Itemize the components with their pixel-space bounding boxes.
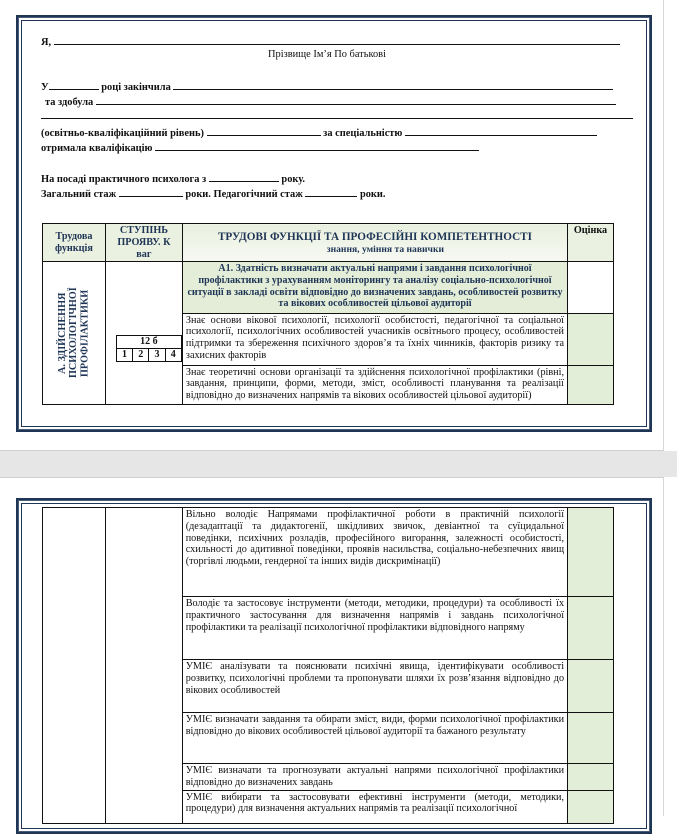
name-caption: Прізвище Ім’я По батькові	[268, 49, 386, 60]
weight-cell	[105, 262, 182, 405]
institution-blank[interactable]	[173, 79, 613, 90]
competence-item-6: УМІЄ визначати завдання та обирати зміст, види, форми психологічної профілактики відповідно до вікових особливостей цільової аудиторії та бажаного результату	[182, 713, 567, 764]
experience-suffix: роки.	[357, 189, 386, 200]
header-subtitle: знання, уміння та навички	[326, 243, 445, 255]
total-experience-label: Загальний стаж	[41, 189, 119, 200]
qualification-line	[41, 140, 479, 154]
position-line	[41, 171, 305, 185]
function-label: А. ЗДІЙСНЕННЯ ПСИХОЛОГІЧНОЇ ПРОФІЛАКТИКИ	[57, 288, 91, 379]
page-border-frame	[16, 15, 652, 432]
experience-line	[41, 186, 386, 200]
weight-cell	[105, 508, 182, 824]
competence-item-3: Вільно володіє Напрямами профілактичної роботи в практичній психології (дезадаптації та дидактогенії, шкідливих звичок, девіантної та суїцидальної поведінки, психічних розладів, професійного вигорання, залежності особистості, схильності до адитивної поведінки, проявів насильства, соціально-небезпечних явищ (торгівлі людьми, гендерної та інших видів дискримінації)	[182, 508, 567, 597]
level-line	[41, 125, 597, 139]
grade-cell[interactable]	[568, 764, 614, 791]
competence-table	[42, 223, 614, 405]
graduated-label: році закінчила	[98, 82, 174, 93]
competence-item-5: УМІЄ аналізувати та пояснювати психічні явища, ідентифікувати особливості розвитку, психологічні проблеми та пропонувати шляхи їх розв’язання відповідно до вікових особливостей	[182, 660, 567, 713]
qualification-blank[interactable]	[155, 140, 479, 151]
table-row	[43, 508, 614, 597]
grade-cell[interactable]	[568, 313, 614, 365]
position-suffix: року.	[278, 174, 305, 185]
position-year-blank[interactable]	[209, 171, 279, 182]
document-page-2	[0, 477, 664, 816]
specialty-label: за спеціальністю	[320, 128, 405, 139]
grade-cell[interactable]	[568, 508, 614, 597]
competence-item-2: Знає теоретичні основи організації та здійснення психологічної профілактики (рівні, завдання, принципи, форми, методи, зміст, особливості планування та реалізації відповідно до визначених напрямів та вікових особливостей цільової аудиторії)	[182, 365, 567, 405]
obtained-blank[interactable]	[96, 94, 616, 105]
weight-level-2[interactable]: 2	[133, 348, 149, 361]
year-line	[41, 79, 613, 93]
table-header-row	[43, 224, 614, 262]
function-cell	[43, 262, 106, 405]
name-blank[interactable]	[54, 34, 620, 45]
header-title: ТРУДОВІ ФУНКЦІЇ ТА ПРОФЕСІЙНІ КОМПЕТЕНТНОСТІ	[217, 230, 532, 243]
level-label: (освітньо-кваліфікаційний рівень)	[41, 128, 207, 139]
extra-blank[interactable]	[41, 108, 633, 119]
grade-cell[interactable]	[568, 790, 614, 823]
year-blank[interactable]	[49, 79, 99, 90]
page-separator	[0, 451, 677, 477]
name-label: Я,	[41, 37, 52, 48]
obtained-line	[45, 94, 616, 108]
extra-line	[41, 108, 633, 122]
weight-level-1[interactable]: 1	[116, 348, 132, 361]
position-label: На посаді практичного психолога з	[41, 174, 209, 185]
grade-cell-title	[568, 262, 614, 313]
name-line	[41, 34, 620, 48]
header-title-cell	[182, 224, 567, 262]
weight-level-3[interactable]: 3	[149, 348, 165, 361]
competence-item-7: УМІЄ визначати та прогнозувати актуальні напрями психологічної профілактики відповідно до визначених завдань	[182, 764, 567, 791]
year-label: У	[41, 82, 49, 93]
competence-title-row	[43, 262, 614, 313]
weight-level-4[interactable]: 4	[165, 348, 181, 361]
page-border-frame	[16, 498, 652, 834]
grade-cell[interactable]	[568, 713, 614, 764]
grade-cell[interactable]	[568, 660, 614, 713]
level-blank[interactable]	[207, 125, 321, 136]
competence-title: А1. Здатність визначати актуальні напрями і завдання психологічної профілактики з урахуванням моніторингу та аналізу соціально-психологічної ситуації в закладі освіти відповідно до визначених завдань, особливостей розвитку та вікових особливостей цільової аудиторії	[182, 262, 567, 313]
competence-item-4: Володіє та застосовує інструменти (методи, методики, процедури) та особливості їх практичного застосування для визначення напрямів і завдань психологічної профілактики та реалізації психологічної профілактики відповідного напряму	[182, 597, 567, 660]
weight-table	[116, 335, 182, 361]
qualification-label: отримала кваліфікацію	[41, 143, 156, 154]
total-experience-blank[interactable]	[119, 186, 183, 197]
grade-cell[interactable]	[568, 597, 614, 660]
competence-item-8: УМІЄ вибирати та застосовувати ефективні інструменти (методи, методики, процедури) для визначення актуальних напрямів та реалізації психологічної	[182, 790, 567, 823]
header-degree: СТУПІНЬ ПРОЯВУ. К ваг	[105, 224, 182, 262]
header-function: Трудова функція	[43, 224, 106, 262]
competence-table-continued	[42, 507, 614, 824]
pedagogical-experience-blank[interactable]	[305, 186, 357, 197]
pedagogical-experience-label: роки. Педагогічний стаж	[182, 189, 306, 200]
competence-item-1: Знає основи вікової психології, психології особистості, педагогічної та соціальної психології, психологічних особливостей учасників освітнього процесу, особливостей підтримки та збереження психічного здоров’я та їхніх чинників, факторів ризику та захисних факторів	[182, 313, 567, 365]
function-cell	[43, 508, 106, 824]
obtained-label: та здобула	[45, 97, 96, 108]
header-grade: Оцінка	[568, 224, 614, 262]
specialty-blank[interactable]	[405, 125, 597, 136]
grade-cell[interactable]	[568, 365, 614, 405]
weight-total: 12 б	[116, 336, 181, 349]
